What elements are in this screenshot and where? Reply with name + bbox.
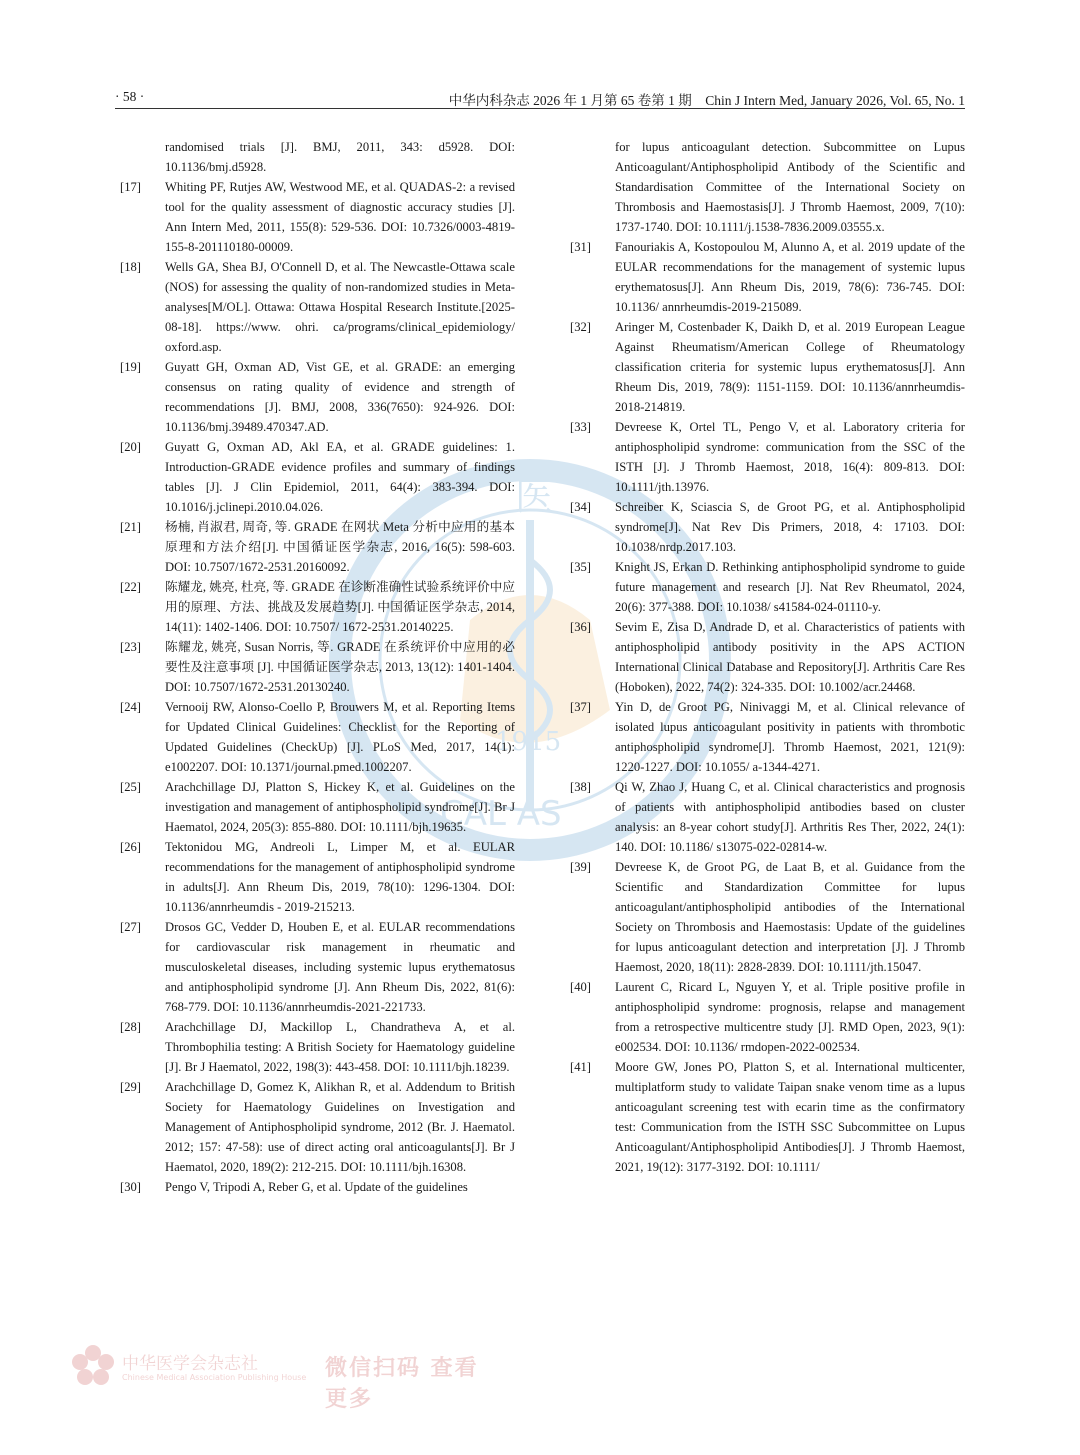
page-header (115, 86, 965, 109)
reference-entry (565, 1057, 965, 1177)
reference-text: Knight JS, Erkan D. Rethinking antiphospholipid syndrome to guide future management and research [J]. Nat Rev Rheumatol, 2024, 20(6): 377-388. DOI: 10.1038/ s41584-024-01110-y. (615, 560, 965, 614)
reference-entry (565, 777, 965, 857)
reference-entry (565, 617, 965, 697)
reference-entry (565, 557, 965, 617)
reference-number: [18] (120, 260, 141, 274)
reference-entry (115, 1077, 515, 1177)
reference-text: Qi W, Zhao J, Huang C, et al. Clinical characteristics and prognosis of patients with antiphospholipid antibodies based on cluster analysis: an 8-year cohort study[J]. Arthritis Res Ther, 2022, 24(1): 140. DOI: 10.1186/ s13075-022-02814-w. (615, 780, 965, 854)
reference-text: Devreese K, Ortel TL, Pengo V, et al. Laboratory criteria for antiphospholipid syndrome: communication from the SSC of the ISTH [J]. J Thromb Haemost, 2018, 16(4): 809-813. DOI: 10.1111/jth.13976. (615, 420, 965, 494)
reference-entry (115, 437, 515, 517)
reference-number: [25] (120, 780, 141, 794)
reference-entry (565, 317, 965, 417)
seal-bottom-text: CAL AS (440, 794, 562, 834)
reference-number: [23] (120, 640, 141, 654)
reference-entry (115, 637, 515, 697)
reference-number: [19] (120, 360, 141, 374)
reference-entry (565, 697, 965, 777)
reference-number: [31] (570, 240, 591, 254)
reference-text: 陈耀龙, 姚亮, 杜亮, 等. GRADE 在诊断准确性试验系统评价中应用的原理、方法、挑战及发展趋势[J]. 中国循证医学杂志, 2014, 14(11): 1402-1406. DOI: 10.7507/ 1672-2531.20140225. (165, 580, 515, 634)
reference-number: [38] (570, 780, 591, 794)
reference-text: Tektonidou MG, Andreoli L, Limper M, et al. EULAR recommendations for the management of antiphospholipid syndrome in adults[J]. Ann Rheum Dis, 2019, 78(10): 1296-1304. DOI: 10.1136/annrheumdis - 2019-215213. (165, 840, 515, 914)
reference-text: Guyatt GH, Oxman AD, Vist GE, et al. GRADE: an emerging consensus on rating quality of evidence and strength of recommendations [J]. BMJ, 2008, 336(7650): 924-926. DOI: 10.1136/bmj.39489.470347.AD. (165, 360, 515, 434)
reference-entry (565, 237, 965, 317)
reference-number: [26] (120, 840, 141, 854)
reference-number: [22] (120, 580, 141, 594)
reference-entry (115, 357, 515, 437)
reference-number: [28] (120, 1020, 141, 1034)
reference-entry (115, 517, 515, 577)
reference-number: [41] (570, 1060, 591, 1074)
reference-text: Whiting PF, Rutjes AW, Westwood ME, et al. QUADAS-2: a revised tool for the quality assessment of diagnostic accuracy studies [J]. Ann Intern Med, 2011, 155(8): 529-536. DOI: 10.7326/0003-4819-155-8-201110180-00009. (165, 180, 515, 254)
reference-text: Moore GW, Jones PO, Platton S, et al. International multicenter, multiplatform study to validate Taipan snake venom time as a lupus anticoagulant screening test with ecarin time as the confirmatory test: Communication from the ISTH SSC Subcommittee on Lupus Anticoagulant/Antiphospholipid Antibodies[J]. J Thromb Haemost, 2021, 19(12): 3177-3192. DOI: 10.1111/ (615, 1060, 965, 1174)
publisher-footer (70, 1343, 490, 1412)
reference-entry (115, 917, 515, 1017)
publisher-brand-en: Chinese Medical Association Publishing House (122, 1373, 307, 1382)
reference-text: Wells GA, Shea BJ, O'Connell D, et al. The Newcastle-Ottawa scale (NOS) for assessing the quality of non-randomized studies in Meta-analyses[M/OL]. Ottawa: Ottawa Hospital Research Institute.[2025-08-18]. https://www. ohri. ca/programs/clinical_epidemiology/ oxford.asp. (165, 260, 515, 354)
reference-entry (115, 577, 515, 637)
reference-text: Devreese K, de Groot PG, de Laat B, et al. Guidance from the Scientific and Standardization Committee for lupus anticoagulant/antiphospholipid antibodies of the International Society on Thrombosis and Haemostasis: Update of the guidelines for lupus anticoagulant detection and interpretation [J]. J Thromb Haemost, 2020, 18(11): 2828-2839. DOI: 10.1111/jth.15047. (615, 860, 965, 974)
page-number: · 58 · (115, 89, 145, 104)
reference-number: [37] (570, 700, 591, 714)
reference-entry (115, 837, 515, 917)
reference-text: for lupus anticoagulant detection. Subcommittee on Lupus Anticoagulant/Antiphospholipid Antibody of the Scientific and Standardisation Committee of the International Society on Thrombosis and Haemostasis[J]. J Thromb Haemost, 2009, 7(10): 1737-1740. DOI: 10.1111/j.1538-7836.2009.03555.x. (615, 140, 965, 234)
reference-number: [29] (120, 1080, 141, 1094)
reference-number: [27] (120, 920, 141, 934)
reference-text: Guyatt G, Oxman AD, Akl EA, et al. GRADE guidelines: 1. Introduction-GRADE evidence profiles and summary of findings tables [J]. J Clin Epidemiol, 2011, 64(4): 383-394. DOI: 10.1016/j.jclinepi.2010.04.026. (165, 440, 515, 514)
reference-number: [17] (120, 180, 141, 194)
seal-year: 1915 (495, 727, 562, 757)
reference-text: Schreiber K, Sciascia S, de Groot PG, et al. Antiphospholipid syndrome[J]. Nat Rev Dis Primers, 2018, 4: 17103. DOI: 10.1038/nrdp.2017.103. (615, 500, 965, 554)
reference-number: [39] (570, 860, 591, 874)
reference-text: 陈耀龙, 姚亮, Susan Norris, 等. GRADE 在系统评价中应用的必要性及注意事项 [J]. 中国循证医学杂志, 2013, 13(12): 1401-1404. DOI: 10.7507/1672-2531.20130240. (165, 640, 515, 694)
reference-entry (115, 777, 515, 837)
reference-entry (115, 1017, 515, 1077)
reference-number: [40] (570, 980, 591, 994)
reference-number: [20] (120, 440, 141, 454)
publisher-brand: 中华医学会杂志社 (122, 1354, 258, 1374)
reference-text: Arachchillage DJ, Platton S, Hickey K, et al. Guidelines on the investigation and management of antiphospholipid syndrome[J]. Br J Haematol, 2024, 205(3): 855-880. DOI: 10.1111/bjh.19635. (165, 780, 515, 834)
reference-entry (115, 137, 515, 177)
reference-number: [34] (570, 500, 591, 514)
reference-entry (115, 257, 515, 357)
journal-citation: 中华内科杂志 2026 年 1 月第 65 卷第 1 期 Chin J Intern Med, January 2026, Vol. 65, No. 1 (448, 93, 965, 108)
reference-number: [30] (120, 1180, 141, 1194)
reference-number: [21] (120, 520, 141, 534)
reference-text: Vernooij RW, Alonso-Coello P, Brouwers M, et al. Reporting Items for Updated Clinical Guidelines: Checklist for the Reporting of Updated Guidelines (CheckUp) [J]. PLoS Med, 2017, 14(1): e1002207. DOI: 10.1371/journal.pmed.1002207. (165, 700, 515, 774)
reference-text: Fanouriakis A, Kostopoulou M, Alunno A, et al. 2019 update of the EULAR recommendations for the management of systemic lupus erythematosus[J]. Ann Rheum Dis, 2019, 78(6): 736-745. DOI: 10.1136/ annrheumdis-2019-215089. (615, 240, 965, 314)
reference-entry (115, 1177, 515, 1197)
reference-entry (565, 137, 965, 237)
reference-text: Aringer M, Costenbader K, Daikh D, et al. 2019 European League Against Rheumatism/American College of Rheumatology classification criteria for systemic lupus erythematosus[J]. Ann Rheum Dis, 2019, 78(9): 1151-1159. DOI: 10.1136/annrheumdis-2018-214819. (615, 320, 965, 414)
reference-entry (115, 697, 515, 777)
reference-entry (565, 857, 965, 977)
reference-text: Arachchillage DJ, Mackillop L, Chandratheva A, et al. Thrombophilia testing: A British Society for Haematology guideline [J]. Br J Haematol, 2022, 198(3): 443-458. DOI: 10.1111/bjh.18239. (165, 1020, 515, 1074)
references-left-column (115, 137, 515, 1197)
reference-text: 杨楠, 肖淑君, 周奇, 等. GRADE 在网状 Meta 分析中应用的基本原理和方法介绍[J]. 中国循证医学杂志, 2016, 16(5): 598-603. DOI: 10.7507/1672-2531.20160092. (165, 520, 515, 574)
reference-text: Drosos GC, Vedder D, Houben E, et al. EULAR recommendations for cardiovascular risk management in rheumatic and musculoskeletal diseases, including systemic lupus erythematosus and antiphospholipid syndrome [J]. Ann Rheum Dis, 2022, 81(6): 768-779. DOI: 10.1136/annrheumdis-2021-221733. (165, 920, 515, 1014)
reference-entry (565, 977, 965, 1057)
wechat-scan-prompt: 微信扫码 查看更多 (325, 1356, 479, 1412)
reference-entry (115, 177, 515, 257)
reference-text: Arachchillage D, Gomez K, Alikhan R, et al. Addendum to British Society for Haematology Guidelines on Investigation and Management of Antiphospholipid syndrome, 2012 (Br. J. Haematol. 2012; 157: 47-58): use of direct acting oral anticoagulants[J]. Br J Haematol, 2020, 189(2): 212-215. DOI: 10.1111/bjh.16308. (165, 1080, 515, 1174)
reference-text: Sevim E, Zisa D, Andrade D, et al. Characteristics of patients with antiphospholipid antibody positivity in the APS ACTION International Clinical Database and Repository[J]. Arthritis Care Res (Hoboken), 2022, 74(2): 324-335. DOI: 10.1002/acr.24468. (615, 620, 965, 694)
references-right-column (565, 137, 965, 1177)
reference-number: [35] (570, 560, 591, 574)
reference-text: Yin D, de Groot PG, Ninivaggi M, et al. Clinical relevance of isolated lupus anticoagulant positivity in patients with thrombotic antiphospholipid syndrome[J]. Thromb Haemost, 2021, 121(9): 1220-1227. DOI: 10.1055/ a-1344-4271. (615, 700, 965, 774)
reference-number: [24] (120, 700, 141, 714)
reference-number: [32] (570, 320, 591, 334)
seal-top-text: 医 (515, 475, 554, 519)
reference-entry (565, 497, 965, 557)
reference-text: randomised trials [J]. BMJ, 2011, 343: d5928. DOI: 10.1136/bmj.d5928. (165, 140, 515, 174)
reference-text: Pengo V, Tripodi A, Reber G, et al. Update of the guidelines (165, 1180, 468, 1194)
reference-number: [36] (570, 620, 591, 634)
reference-entry (565, 417, 965, 497)
plum-blossom-icon (70, 1343, 116, 1389)
reference-number: [33] (570, 420, 591, 434)
reference-text: Laurent C, Ricard L, Nguyen Y, et al. Triple positive profile in antiphospholipid syndrome: prognosis, relapse and management from a retrospective multicentre study [J]. RMD Open, 2023, 9(1): e002534. DOI: 10.1136/ rmdopen-2022-002534. (615, 980, 965, 1054)
